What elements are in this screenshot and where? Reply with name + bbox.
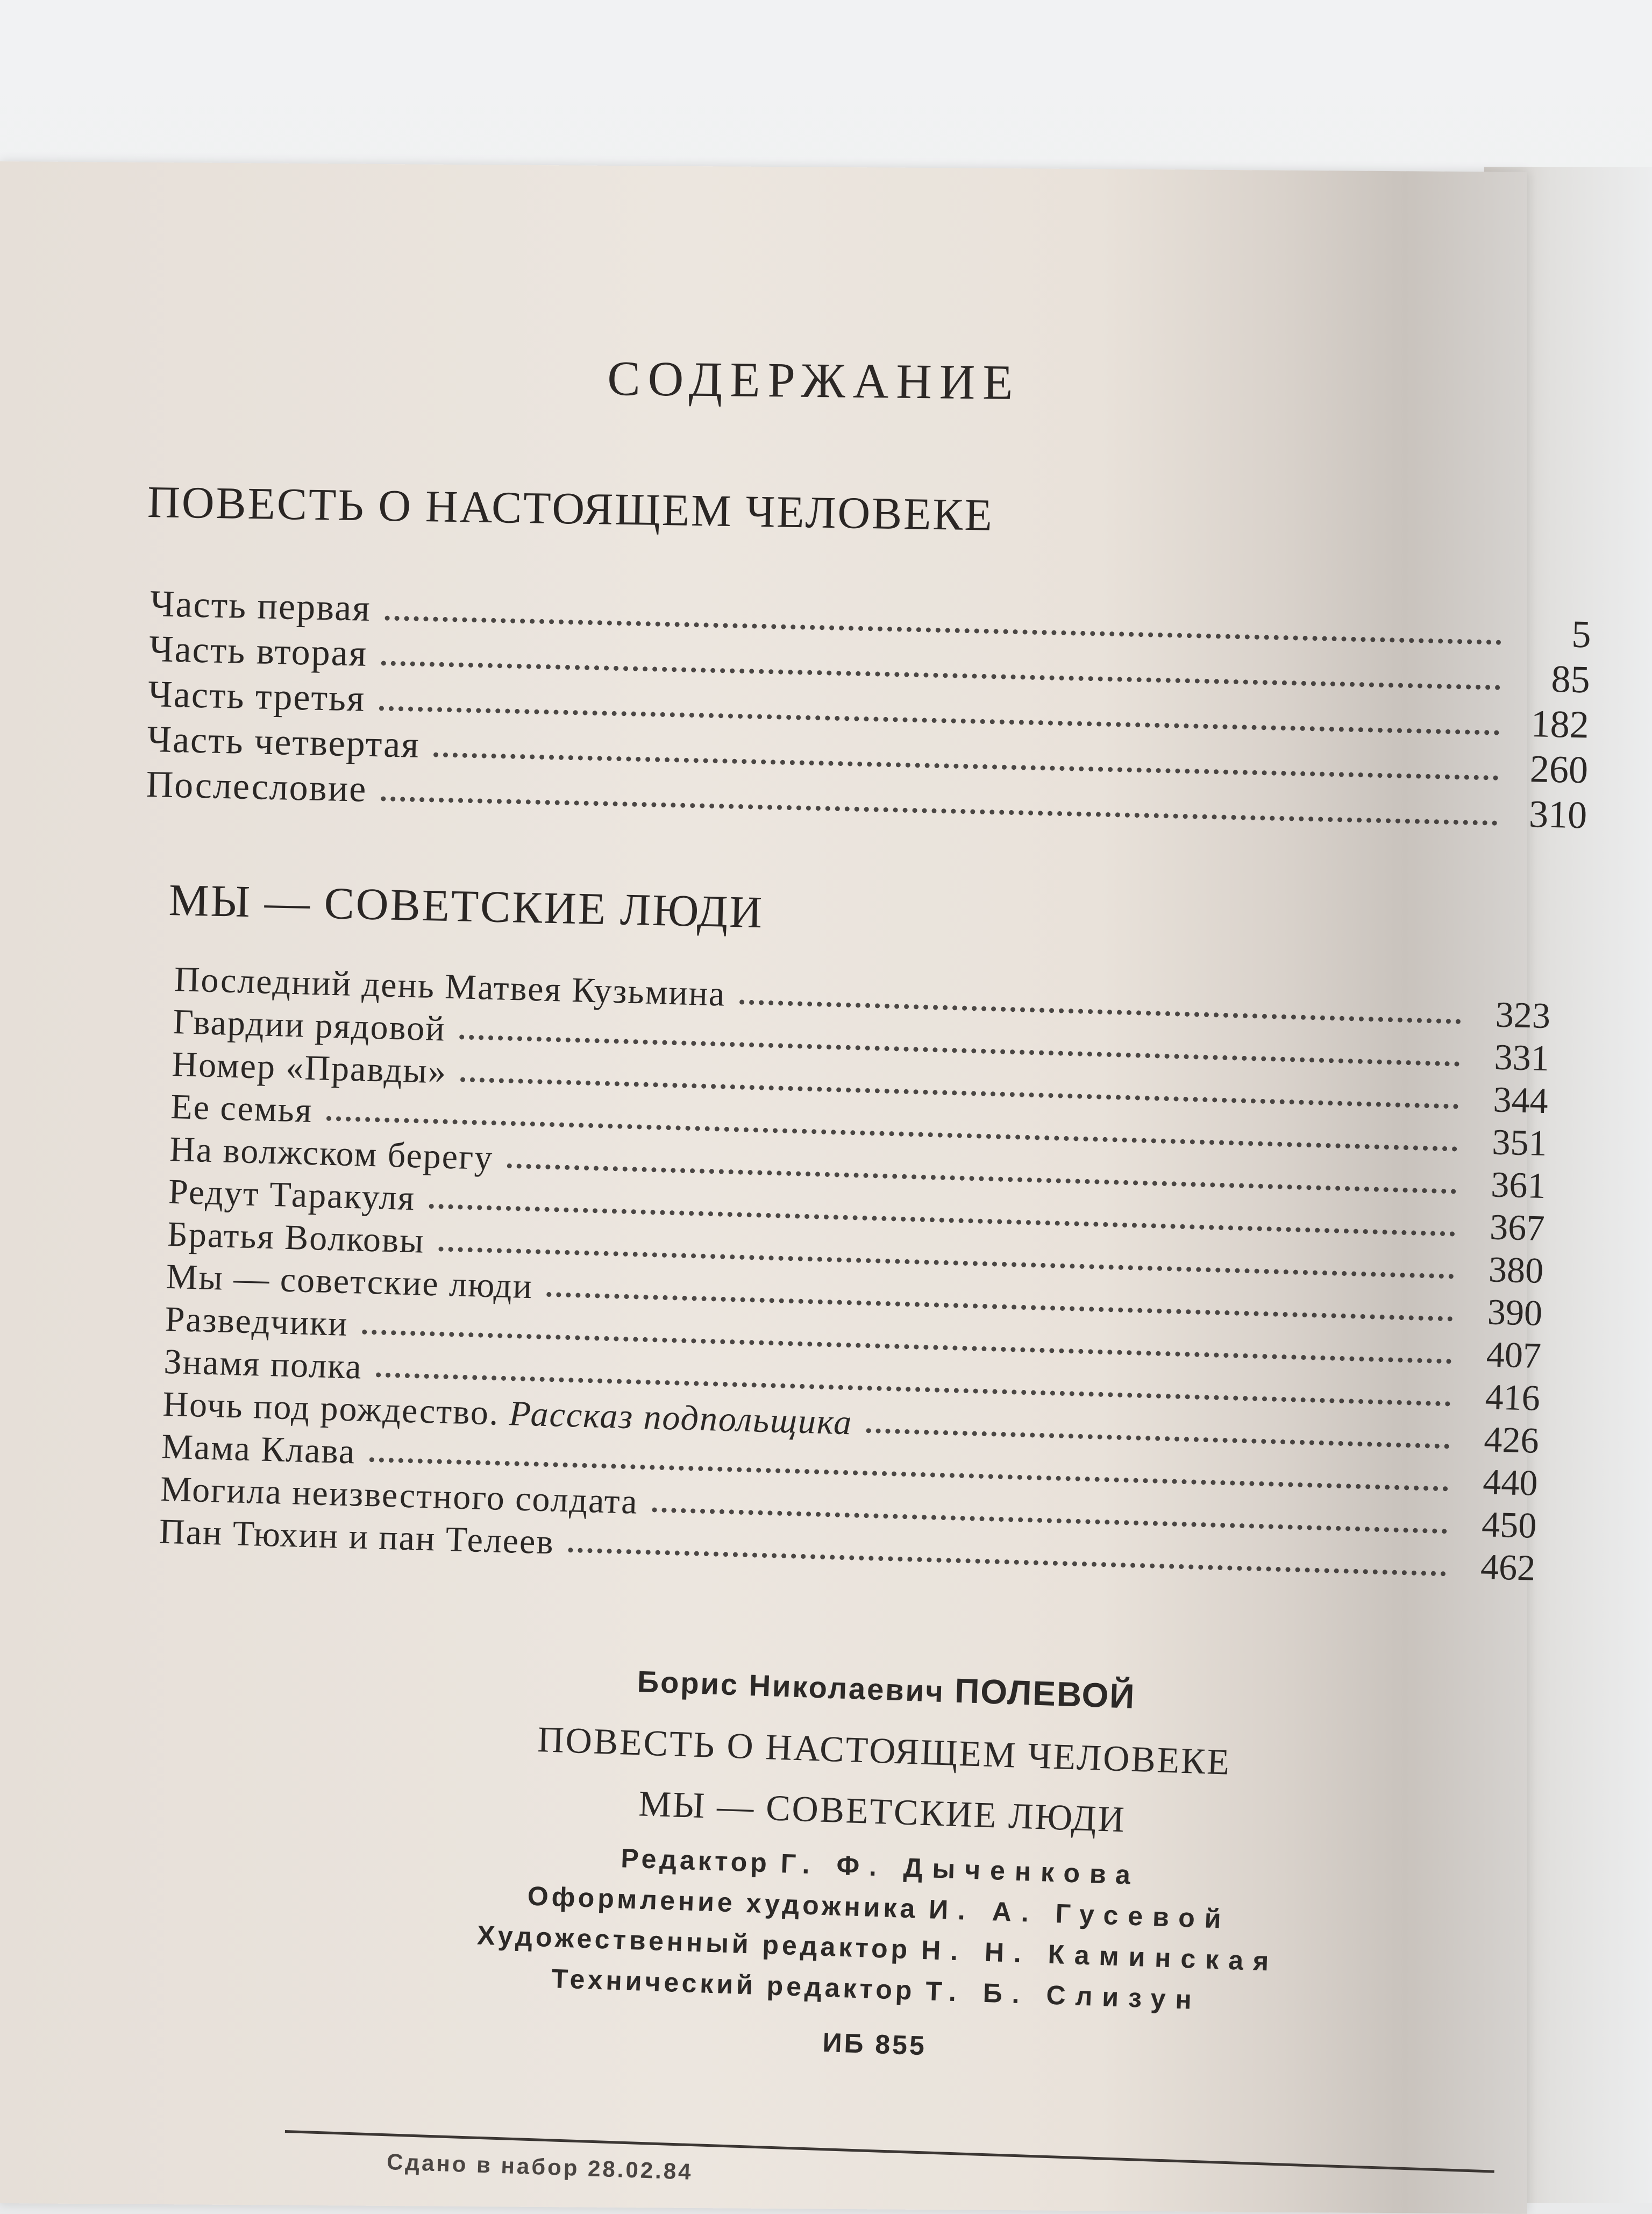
- toc-entry-page: 331: [1493, 1036, 1550, 1079]
- section-title-soviet-people: МЫ — СОВЕТСКИЕ ЛЮДИ: [168, 875, 764, 938]
- credit-role: Художественный редактор: [476, 1920, 912, 1965]
- credit-role: Технический редактор: [551, 1963, 916, 2006]
- toc-entry-label: Номер «Правды»: [171, 1044, 447, 1091]
- toc-entry-label: Часть первая: [149, 583, 372, 629]
- credit-name: Т. Б. Слизун: [925, 1976, 1202, 2016]
- toc-entry-label: Редут Таракуля: [168, 1172, 416, 1218]
- author-surname: ПОЛЕВОЙ: [954, 1671, 1136, 1716]
- footer-fragment: Сдано в набор 28.02.84: [386, 2149, 694, 2184]
- toc-entry-label: Послесловие: [145, 763, 368, 810]
- credit-role: Редактор: [620, 1843, 771, 1878]
- toc-entry-label: Часть вторая: [148, 628, 368, 675]
- toc-entry-page: 344: [1492, 1078, 1549, 1122]
- toc-entry-page: 351: [1491, 1121, 1548, 1164]
- toc-entry-page: 182: [1530, 702, 1590, 747]
- toc-entry-label: Пан Тюхин и пан Телеев: [159, 1512, 555, 1562]
- section-title-story: ПОВЕСТЬ О НАСТОЯЩЕМ ЧЕЛОВЕКЕ: [147, 477, 994, 541]
- toc-entry-page: 260: [1529, 747, 1589, 792]
- toc-entry-page: 380: [1488, 1248, 1544, 1291]
- dot-leader: [568, 1548, 1446, 1576]
- toc-entry-page: 310: [1528, 792, 1588, 837]
- credit-role: Оформление художника: [527, 1881, 919, 1924]
- toc-section-soviet-people: [159, 957, 1551, 1589]
- imprint-block: [364, 1651, 1398, 2077]
- toc-entry-page: 450: [1481, 1503, 1537, 1546]
- toc-entry-page: 440: [1482, 1461, 1539, 1503]
- toc-entry-label: Гвардии рядовой: [172, 1002, 446, 1049]
- imprint-title-2: МЫ — СОВЕТСКИЕ ЛЮДИ: [638, 1783, 1127, 1840]
- toc-entry-page: 416: [1484, 1376, 1541, 1418]
- toc-entry-page: 85: [1550, 657, 1591, 701]
- toc-entry-label-main: Ночь под рождество.: [162, 1384, 500, 1433]
- toc-entry-label: Последний день Матвея Кузьмина: [173, 959, 727, 1014]
- toc-entry-label: Часть четвертая: [146, 718, 421, 766]
- toc-entry-label: Мы — советские люди: [165, 1257, 533, 1307]
- toc-section-story: [146, 581, 1592, 838]
- toc-entry-label: На волжском берегу: [169, 1129, 494, 1178]
- toc-entry-label-italic: Рассказ подпольщика: [508, 1394, 853, 1443]
- toc-entry-page: 5: [1571, 612, 1592, 656]
- toc-entry-label: Братья Волковы: [167, 1214, 425, 1261]
- toc-entry-page: 390: [1487, 1291, 1543, 1334]
- ib-number: ИБ 855: [822, 2027, 927, 2061]
- imprint-title-1: ПОВЕСТЬ О НАСТОЯЩЕМ ЧЕЛОВЕКЕ: [537, 1719, 1232, 1783]
- toc-entry-page: 426: [1483, 1418, 1540, 1461]
- toc-entry-label: Знамя полка: [163, 1342, 363, 1387]
- toc-entry-label: Мама Клава: [161, 1427, 357, 1472]
- author-name: Борис Николаевич: [637, 1664, 945, 1709]
- credit-name: Н. Н. Каминская: [921, 1934, 1279, 1977]
- toc-entry-label: Могила неизвестного солдата: [160, 1469, 639, 1522]
- contents-heading: СОДЕРЖАНИЕ: [607, 350, 1021, 410]
- author-line: [375, 1651, 1398, 1725]
- dot-leader: [381, 796, 1498, 825]
- toc-entry-page: 462: [1480, 1546, 1536, 1588]
- toc-entry-label: Ее семья: [170, 1087, 314, 1131]
- toc-entry-page: 323: [1495, 994, 1551, 1037]
- toc-entry-page: 361: [1490, 1163, 1547, 1207]
- credit-name: И. А. Гусевой: [928, 1894, 1231, 1934]
- credit-name: Г. Ф. Дыченкова: [780, 1848, 1141, 1891]
- toc-entry-label: Разведчики: [164, 1299, 349, 1344]
- toc-entry-page: 367: [1489, 1206, 1546, 1249]
- toc-entry-label: Часть третья: [147, 673, 366, 720]
- toc-entry-page: 407: [1485, 1333, 1542, 1376]
